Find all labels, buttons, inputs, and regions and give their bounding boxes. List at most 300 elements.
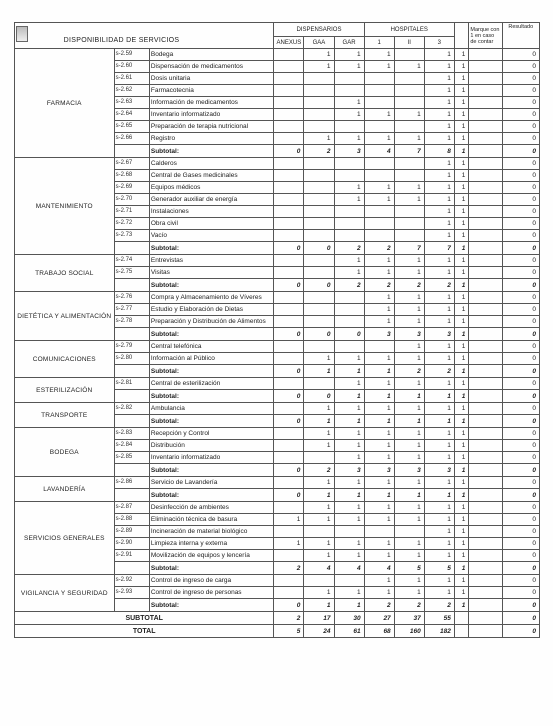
value-cell: 0 xyxy=(502,158,539,170)
value-cell xyxy=(334,341,364,353)
total-row xyxy=(15,612,540,625)
subtotal-value: 1 xyxy=(454,365,469,378)
value-cell: 1 xyxy=(424,158,454,170)
value-cell: 0 xyxy=(502,194,539,206)
value-cell: 1 xyxy=(424,267,454,279)
subtotal-value xyxy=(469,390,502,403)
value-cell xyxy=(469,538,502,550)
table-row xyxy=(15,341,540,353)
subtotal-value: 3 xyxy=(364,464,394,477)
subtotal-value: 1 xyxy=(334,415,364,428)
value-cell: 1 xyxy=(424,477,454,489)
subtotal-value: 0 xyxy=(304,279,334,292)
empty-cell xyxy=(114,365,149,378)
value-cell: 1 xyxy=(424,452,454,464)
value-cell xyxy=(274,378,304,390)
subtotal-label: Subtotal: xyxy=(149,489,273,502)
value-cell: 1 xyxy=(394,502,424,514)
subtotal-value: 1 xyxy=(304,415,334,428)
value-cell: 1 xyxy=(364,267,394,279)
service-code: s-2.63 xyxy=(114,97,149,109)
total-row xyxy=(15,625,540,638)
value-cell xyxy=(394,73,424,85)
table-title: DISPONIBILIDAD DE SERVICIOS xyxy=(63,37,180,44)
value-cell xyxy=(304,230,334,242)
subtotal-value: 2 xyxy=(304,145,334,158)
value-cell: 1 xyxy=(334,194,364,206)
value-cell xyxy=(274,341,304,353)
value-cell xyxy=(274,61,304,73)
service-name: Preparación y Distribución de Alimentos xyxy=(149,316,273,328)
value-cell: 1 xyxy=(304,538,334,550)
value-cell xyxy=(334,85,364,97)
empty-cell xyxy=(114,390,149,403)
col-header: 3 xyxy=(424,37,454,49)
service-name: Entrevistas xyxy=(149,255,273,267)
value-cell: 1 xyxy=(424,304,454,316)
empty-cell xyxy=(114,599,149,612)
value-cell: 1 xyxy=(334,267,364,279)
service-code: s-2.80 xyxy=(114,353,149,365)
value-cell: 1 xyxy=(394,587,424,599)
value-cell xyxy=(304,218,334,230)
service-code: s-2.81 xyxy=(114,378,149,390)
value-cell xyxy=(304,452,334,464)
value-cell: 1 xyxy=(424,109,454,121)
subtotal-value: 0 xyxy=(274,489,304,502)
total-value: 37 xyxy=(394,612,424,625)
subtotal-value: 1 xyxy=(454,242,469,255)
value-cell: 0 xyxy=(502,230,539,242)
value-cell: 1 xyxy=(334,403,364,415)
value-cell: 1 xyxy=(334,353,364,365)
value-cell xyxy=(469,206,502,218)
value-cell xyxy=(469,550,502,562)
empty-cell xyxy=(114,415,149,428)
value-cell xyxy=(334,304,364,316)
total-value: 55 xyxy=(424,612,454,625)
value-cell: 0 xyxy=(502,526,539,538)
value-cell: 0 xyxy=(502,73,539,85)
value-cell: 1 xyxy=(364,378,394,390)
value-cell xyxy=(274,587,304,599)
value-cell: 1 xyxy=(394,378,424,390)
value-cell: 1 xyxy=(454,267,469,279)
value-cell xyxy=(304,73,334,85)
subtotal-value: 1 xyxy=(334,599,364,612)
value-cell xyxy=(394,526,424,538)
service-code: s-2.74 xyxy=(114,255,149,267)
subtotal-value: 2 xyxy=(394,365,424,378)
value-cell xyxy=(394,230,424,242)
subtotal-value xyxy=(469,464,502,477)
subtotal-value: 1 xyxy=(304,365,334,378)
value-cell: 1 xyxy=(364,477,394,489)
value-cell xyxy=(304,304,334,316)
value-cell: 1 xyxy=(364,316,394,328)
value-cell: 1 xyxy=(304,502,334,514)
value-cell xyxy=(469,109,502,121)
value-cell: 1 xyxy=(454,158,469,170)
subtotal-value: 1 xyxy=(454,145,469,158)
value-cell xyxy=(304,194,334,206)
service-name: Incineración de material biológico xyxy=(149,526,273,538)
value-cell xyxy=(304,109,334,121)
service-name: Registro xyxy=(149,133,273,145)
subtotal-value: 0 xyxy=(274,242,304,255)
section-area-label: DIETÉTICA Y ALIMENTACIÓN xyxy=(15,292,115,341)
total-value xyxy=(454,612,469,625)
value-cell xyxy=(469,61,502,73)
section-area-label: BODEGA xyxy=(15,428,115,477)
value-cell: 0 xyxy=(502,514,539,526)
service-name: Control de ingreso de carga xyxy=(149,575,273,587)
service-name: Central de esterilización xyxy=(149,378,273,390)
value-cell xyxy=(469,304,502,316)
value-cell xyxy=(334,292,364,304)
subtotal-value: 0 xyxy=(274,145,304,158)
service-name: Eliminación técnica de basura xyxy=(149,514,273,526)
value-cell: 1 xyxy=(334,49,364,61)
value-cell: 1 xyxy=(424,230,454,242)
service-name: Control de ingreso de personas xyxy=(149,587,273,599)
value-cell: 1 xyxy=(454,452,469,464)
value-cell: 1 xyxy=(394,575,424,587)
subtotal-value xyxy=(469,365,502,378)
value-cell xyxy=(469,73,502,85)
total-value: 160 xyxy=(394,625,424,638)
service-name: Central de Gases medicinales xyxy=(149,170,273,182)
subtotal-value: 0 xyxy=(502,415,539,428)
subtotal-label: Subtotal: xyxy=(149,464,273,477)
dispensarios-header: DISPENSARIOS xyxy=(274,23,364,37)
value-cell: 1 xyxy=(454,587,469,599)
section-area-label: MANTENIMIENTO xyxy=(15,158,115,255)
value-cell xyxy=(469,170,502,182)
total-value: 2 xyxy=(274,612,304,625)
value-cell xyxy=(274,85,304,97)
section-area-label: SERVICIOS GENERALES xyxy=(15,502,115,575)
value-cell: 0 xyxy=(502,440,539,452)
value-cell xyxy=(334,218,364,230)
value-cell xyxy=(274,255,304,267)
value-cell: 0 xyxy=(502,97,539,109)
value-cell xyxy=(334,73,364,85)
value-cell: 1 xyxy=(424,353,454,365)
total-value: 0 xyxy=(502,612,539,625)
subtotal-value: 1 xyxy=(454,464,469,477)
table-row xyxy=(15,292,540,304)
value-cell: 1 xyxy=(424,61,454,73)
value-cell: 1 xyxy=(304,440,334,452)
value-cell: 1 xyxy=(304,428,334,440)
subtotal-value xyxy=(469,599,502,612)
value-cell xyxy=(274,353,304,365)
value-cell: 1 xyxy=(364,440,394,452)
value-cell xyxy=(274,526,304,538)
value-cell xyxy=(274,73,304,85)
subtotal-value: 1 xyxy=(454,279,469,292)
value-cell: 1 xyxy=(334,97,364,109)
table-row xyxy=(15,428,540,440)
subtotal-value: 1 xyxy=(394,415,424,428)
value-cell: 1 xyxy=(424,170,454,182)
value-cell: 1 xyxy=(364,403,394,415)
value-cell: 1 xyxy=(424,378,454,390)
subtotal-value xyxy=(469,562,502,575)
value-cell: 1 xyxy=(274,514,304,526)
value-cell xyxy=(274,304,304,316)
value-cell xyxy=(274,109,304,121)
service-name: Inventario informatizado xyxy=(149,452,273,464)
value-cell xyxy=(469,378,502,390)
value-cell: 1 xyxy=(454,121,469,133)
value-cell: 1 xyxy=(454,514,469,526)
value-cell: 1 xyxy=(424,255,454,267)
subtotal-value: 1 xyxy=(454,328,469,341)
value-cell xyxy=(274,440,304,452)
value-cell: 0 xyxy=(502,403,539,415)
col-header: GAR xyxy=(334,37,364,49)
value-cell: 1 xyxy=(394,341,424,353)
service-code: s-2.87 xyxy=(114,502,149,514)
service-code: s-2.89 xyxy=(114,526,149,538)
subtotal-label: Subtotal: xyxy=(149,145,273,158)
value-cell xyxy=(304,158,334,170)
value-cell: 1 xyxy=(304,49,334,61)
value-cell: 1 xyxy=(424,440,454,452)
value-cell: 1 xyxy=(334,428,364,440)
total-value xyxy=(469,612,502,625)
value-cell: 0 xyxy=(502,182,539,194)
value-cell: 1 xyxy=(454,170,469,182)
value-cell xyxy=(274,550,304,562)
subtotal-label: Subtotal: xyxy=(149,562,273,575)
value-cell xyxy=(304,170,334,182)
table-row xyxy=(15,502,540,514)
value-cell: 0 xyxy=(502,292,539,304)
subtotal-value: 0 xyxy=(502,599,539,612)
value-cell: 1 xyxy=(454,378,469,390)
value-cell: 1 xyxy=(454,218,469,230)
total-value xyxy=(469,625,502,638)
service-name: Información al Público xyxy=(149,353,273,365)
value-cell: 1 xyxy=(334,133,364,145)
service-name: Movilización de equipos y lencería xyxy=(149,550,273,562)
empty-cell xyxy=(114,464,149,477)
value-cell xyxy=(394,97,424,109)
value-cell: 1 xyxy=(424,206,454,218)
value-cell: 0 xyxy=(502,218,539,230)
value-cell xyxy=(304,316,334,328)
subtotal-value: 0 xyxy=(502,242,539,255)
service-name: Dispensación de medicamentos xyxy=(149,61,273,73)
service-name: Central telefónica xyxy=(149,341,273,353)
value-cell: 1 xyxy=(364,304,394,316)
subtotal-value: 5 xyxy=(394,562,424,575)
subtotal-value: 2 xyxy=(334,242,364,255)
col-header: ANEXUS xyxy=(274,37,304,49)
subtotal-value: 0 xyxy=(304,242,334,255)
value-cell: 0 xyxy=(502,109,539,121)
service-name: Obra civil xyxy=(149,218,273,230)
value-cell xyxy=(274,182,304,194)
value-cell xyxy=(304,121,334,133)
service-code: s-2.92 xyxy=(114,575,149,587)
value-cell: 1 xyxy=(304,403,334,415)
value-cell xyxy=(274,403,304,415)
value-cell: 1 xyxy=(334,452,364,464)
value-cell: 1 xyxy=(424,133,454,145)
subtotal-value: 7 xyxy=(394,242,424,255)
section-area-label: TRANSPORTE xyxy=(15,403,115,428)
value-cell xyxy=(304,85,334,97)
empty-cell xyxy=(114,279,149,292)
value-cell: 1 xyxy=(394,316,424,328)
subtotal-value: 4 xyxy=(364,145,394,158)
table-row xyxy=(15,49,540,61)
value-cell: 1 xyxy=(394,292,424,304)
value-cell xyxy=(469,267,502,279)
blank-header xyxy=(454,23,469,49)
value-cell xyxy=(469,194,502,206)
value-cell: 1 xyxy=(454,403,469,415)
value-cell: 1 xyxy=(304,550,334,562)
value-cell xyxy=(274,292,304,304)
service-code: s-2.78 xyxy=(114,316,149,328)
service-code: s-2.84 xyxy=(114,440,149,452)
service-code: s-2.79 xyxy=(114,341,149,353)
value-cell: 1 xyxy=(454,526,469,538)
value-cell: 1 xyxy=(364,514,394,526)
empty-cell xyxy=(114,328,149,341)
value-cell xyxy=(469,587,502,599)
service-code: s-2.60 xyxy=(114,61,149,73)
service-code: s-2.88 xyxy=(114,514,149,526)
value-cell: 1 xyxy=(364,194,394,206)
value-cell xyxy=(364,526,394,538)
value-cell xyxy=(274,218,304,230)
col-header: GAA xyxy=(304,37,334,49)
value-cell: 0 xyxy=(502,121,539,133)
subtotal-value: 2 xyxy=(274,562,304,575)
value-cell: 1 xyxy=(424,550,454,562)
total-value: 24 xyxy=(304,625,334,638)
value-cell xyxy=(364,85,394,97)
value-cell: 1 xyxy=(334,440,364,452)
service-code: s-2.73 xyxy=(114,230,149,242)
value-cell: 1 xyxy=(304,353,334,365)
value-cell xyxy=(274,452,304,464)
total-value: 0 xyxy=(502,625,539,638)
value-cell: 1 xyxy=(364,550,394,562)
subtotal-value: 0 xyxy=(274,390,304,403)
value-cell: 1 xyxy=(364,538,394,550)
service-code: s-2.85 xyxy=(114,452,149,464)
subtotal-value: 2 xyxy=(424,599,454,612)
value-cell: 1 xyxy=(364,353,394,365)
value-cell xyxy=(469,230,502,242)
value-cell xyxy=(394,121,424,133)
value-cell: 1 xyxy=(454,109,469,121)
value-cell: 1 xyxy=(424,403,454,415)
value-cell: 1 xyxy=(424,121,454,133)
institution-logo-icon xyxy=(16,26,28,42)
subtotal-value: 4 xyxy=(334,562,364,575)
value-cell: 0 xyxy=(502,316,539,328)
subtotal-value: 3 xyxy=(424,328,454,341)
subtotal-value: 2 xyxy=(364,599,394,612)
value-cell xyxy=(364,230,394,242)
value-cell: 1 xyxy=(454,206,469,218)
value-cell xyxy=(304,267,334,279)
table-row xyxy=(15,477,540,489)
subtotal-label: Subtotal: xyxy=(149,415,273,428)
empty-cell xyxy=(114,489,149,502)
value-cell: 1 xyxy=(304,514,334,526)
subtotal-value: 1 xyxy=(454,489,469,502)
subtotal-value: 0 xyxy=(502,390,539,403)
subtotal-value: 2 xyxy=(394,279,424,292)
value-cell: 1 xyxy=(364,502,394,514)
subtotal-value: 3 xyxy=(334,464,364,477)
service-name: Vacío xyxy=(149,230,273,242)
subtotal-value: 1 xyxy=(334,390,364,403)
subtotal-value xyxy=(469,279,502,292)
value-cell: 1 xyxy=(334,477,364,489)
total-value: 30 xyxy=(334,612,364,625)
value-cell: 0 xyxy=(502,170,539,182)
subtotal-value: 2 xyxy=(364,242,394,255)
value-cell xyxy=(304,292,334,304)
value-cell xyxy=(364,121,394,133)
value-cell xyxy=(469,292,502,304)
value-cell: 1 xyxy=(454,538,469,550)
subtotal-value: 0 xyxy=(502,145,539,158)
subtotal-value: 0 xyxy=(334,328,364,341)
value-cell xyxy=(469,255,502,267)
service-name: Generador auxiliar de energía xyxy=(149,194,273,206)
value-cell: 0 xyxy=(502,538,539,550)
value-cell: 1 xyxy=(454,477,469,489)
value-cell xyxy=(304,206,334,218)
value-cell: 1 xyxy=(364,587,394,599)
subtotal-label: Subtotal: xyxy=(149,328,273,341)
service-name: Inventario informatizado xyxy=(149,109,273,121)
value-cell xyxy=(274,133,304,145)
value-cell: 1 xyxy=(424,341,454,353)
value-cell: 1 xyxy=(454,304,469,316)
value-cell: 1 xyxy=(304,133,334,145)
service-code: s-2.59 xyxy=(114,49,149,61)
subtotal-value: 3 xyxy=(424,464,454,477)
value-cell: 1 xyxy=(424,218,454,230)
value-cell: 1 xyxy=(364,428,394,440)
value-cell xyxy=(304,378,334,390)
value-cell xyxy=(334,121,364,133)
subtotal-label: Subtotal: xyxy=(149,279,273,292)
value-cell xyxy=(274,428,304,440)
value-cell: 1 xyxy=(424,194,454,206)
subtotal-value: 1 xyxy=(424,390,454,403)
value-cell: 0 xyxy=(502,61,539,73)
hospitales-header: HOSPITALES xyxy=(364,23,454,37)
service-code: s-2.68 xyxy=(114,170,149,182)
service-code: s-2.69 xyxy=(114,182,149,194)
value-cell: 1 xyxy=(334,378,364,390)
value-cell xyxy=(274,316,304,328)
service-code: s-2.75 xyxy=(114,267,149,279)
